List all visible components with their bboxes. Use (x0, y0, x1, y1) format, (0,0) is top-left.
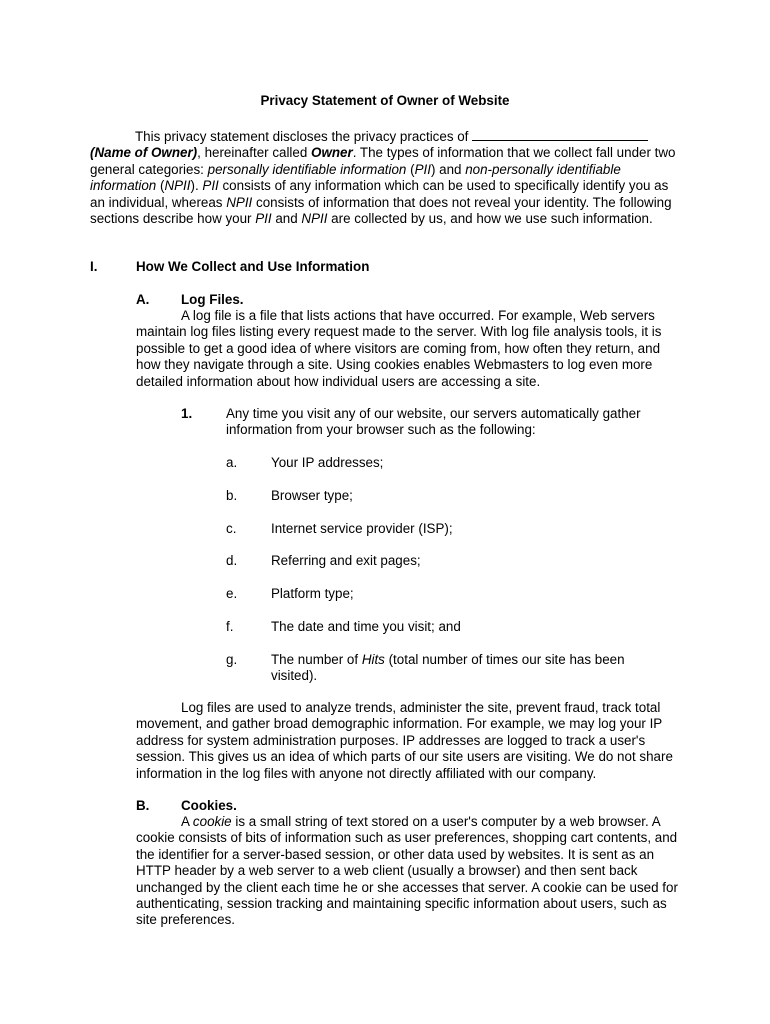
section-b-letter: B. (136, 798, 150, 813)
owner-term: Owner (311, 145, 353, 161)
npii-abbr: NPII (301, 211, 328, 227)
log-usage-paragraph: Log files are used to analyze trends, administer the site, prevent fraud, track total movement, and gather broad demographic information. For example, we may log your IP address for system administration purposes. IP addresses are logged to track a user's session. This gives us an idea of which parts of our site users are visiting. We do not share information in the log files with anyone not directly affiliated with our company. (136, 700, 673, 781)
intro-text: . The types of information that we collect fall under two general categories: (90, 145, 676, 177)
subitem-text: Your IP addresses; (271, 455, 384, 470)
intro-text: ( (406, 161, 415, 177)
npii-abbr: NPII (164, 178, 191, 194)
item-1-number: 1. (181, 406, 193, 421)
section-a-letter: A. (136, 292, 150, 307)
subitem-text: Platform type; (271, 586, 354, 601)
section-b-text: is a small string of text stored on a user's computer by a web browser. A cookie consists of bits of information such as user preferences, shopping cart contents, and the identifier for a server-based session, or other data used by websites. It is sent as an HTTP header by a web server to a web client (usually a browser) and then sent back unchanged by the client each time he or she accesses that server. A cookie can be used for authenticating, session tracking and maintaining specific information about users, such as site preferences. (136, 814, 678, 928)
subitem-text: Browser type; (271, 488, 353, 503)
section-a-heading: Log Files. (181, 292, 244, 307)
subitem-letter: g. (226, 652, 238, 667)
owner-blank-line (472, 128, 648, 141)
intro-text: ). (190, 178, 203, 194)
subitem-letter: d. (226, 553, 238, 568)
subitem-text-part: (total number of times our site has been visited). (271, 652, 625, 684)
intro-text: ( (156, 178, 165, 194)
npii-term: non-personally identifiable information (90, 161, 621, 194)
subitem-letter: b. (226, 488, 238, 503)
intro-text: and (271, 211, 302, 227)
intro-text: consists of information that does not reveal your identity. The following sections describe how your (90, 194, 672, 227)
hits-term: Hits (361, 652, 385, 667)
section-i-number: I. (90, 259, 98, 274)
subitem-text (271, 652, 666, 685)
intro-text: ) and (430, 161, 466, 177)
subitem-letter: f. (226, 619, 234, 634)
intro-paragraph (90, 128, 680, 227)
subitem-letter: a. (226, 455, 238, 470)
section-i-heading: How We Collect and Use Information (136, 259, 370, 274)
pii-abbr: PII (255, 211, 272, 227)
subitem-text: Internet service provider (ISP); (271, 521, 453, 536)
subitem-text: Referring and exit pages; (271, 553, 421, 568)
pii-abbr: PII (202, 178, 219, 194)
subitem-text: The date and time you visit; and (271, 619, 461, 634)
pii-abbr: PII (414, 161, 431, 177)
intro-text: are collected by us, and how we use such information. (327, 211, 653, 227)
subitem-letter: c. (226, 521, 237, 536)
subitem-text-part: The number of (271, 652, 362, 667)
section-b-body (136, 814, 682, 929)
section-a-body: A log file is a file that lists actions that have occurred. For example, Web servers maintain log files listing every request made to the server. With log file analysis tools, it is possible to get a good idea of where visitors are coming from, how often they return, and how they navigate through a site. Using cookies enables Webmasters to log even more detailed information about how individual users are accessing a site. (136, 308, 662, 389)
cookie-term: cookie (192, 814, 232, 829)
subitem-letter: e. (226, 586, 238, 601)
item-1-text: Any time you visit any of our website, our servers automatically gather information from your browser such as the following: (226, 406, 641, 438)
intro-text: This privacy statement discloses the privacy practices of (135, 129, 469, 144)
pii-term: personally identifiable information (207, 161, 407, 177)
npii-abbr: NPII (226, 194, 253, 210)
section-b-heading: Cookies. (181, 798, 237, 813)
intro-text: , hereinafter called (197, 145, 312, 161)
document-title: Privacy Statement of Owner of Website (260, 93, 510, 108)
intro-text: consists of any information which can be used to specifically identify you as an individual, whereas (90, 178, 669, 210)
owner-name-placeholder: (Name of Owner) (90, 145, 198, 161)
section-b-text: A (181, 814, 193, 829)
